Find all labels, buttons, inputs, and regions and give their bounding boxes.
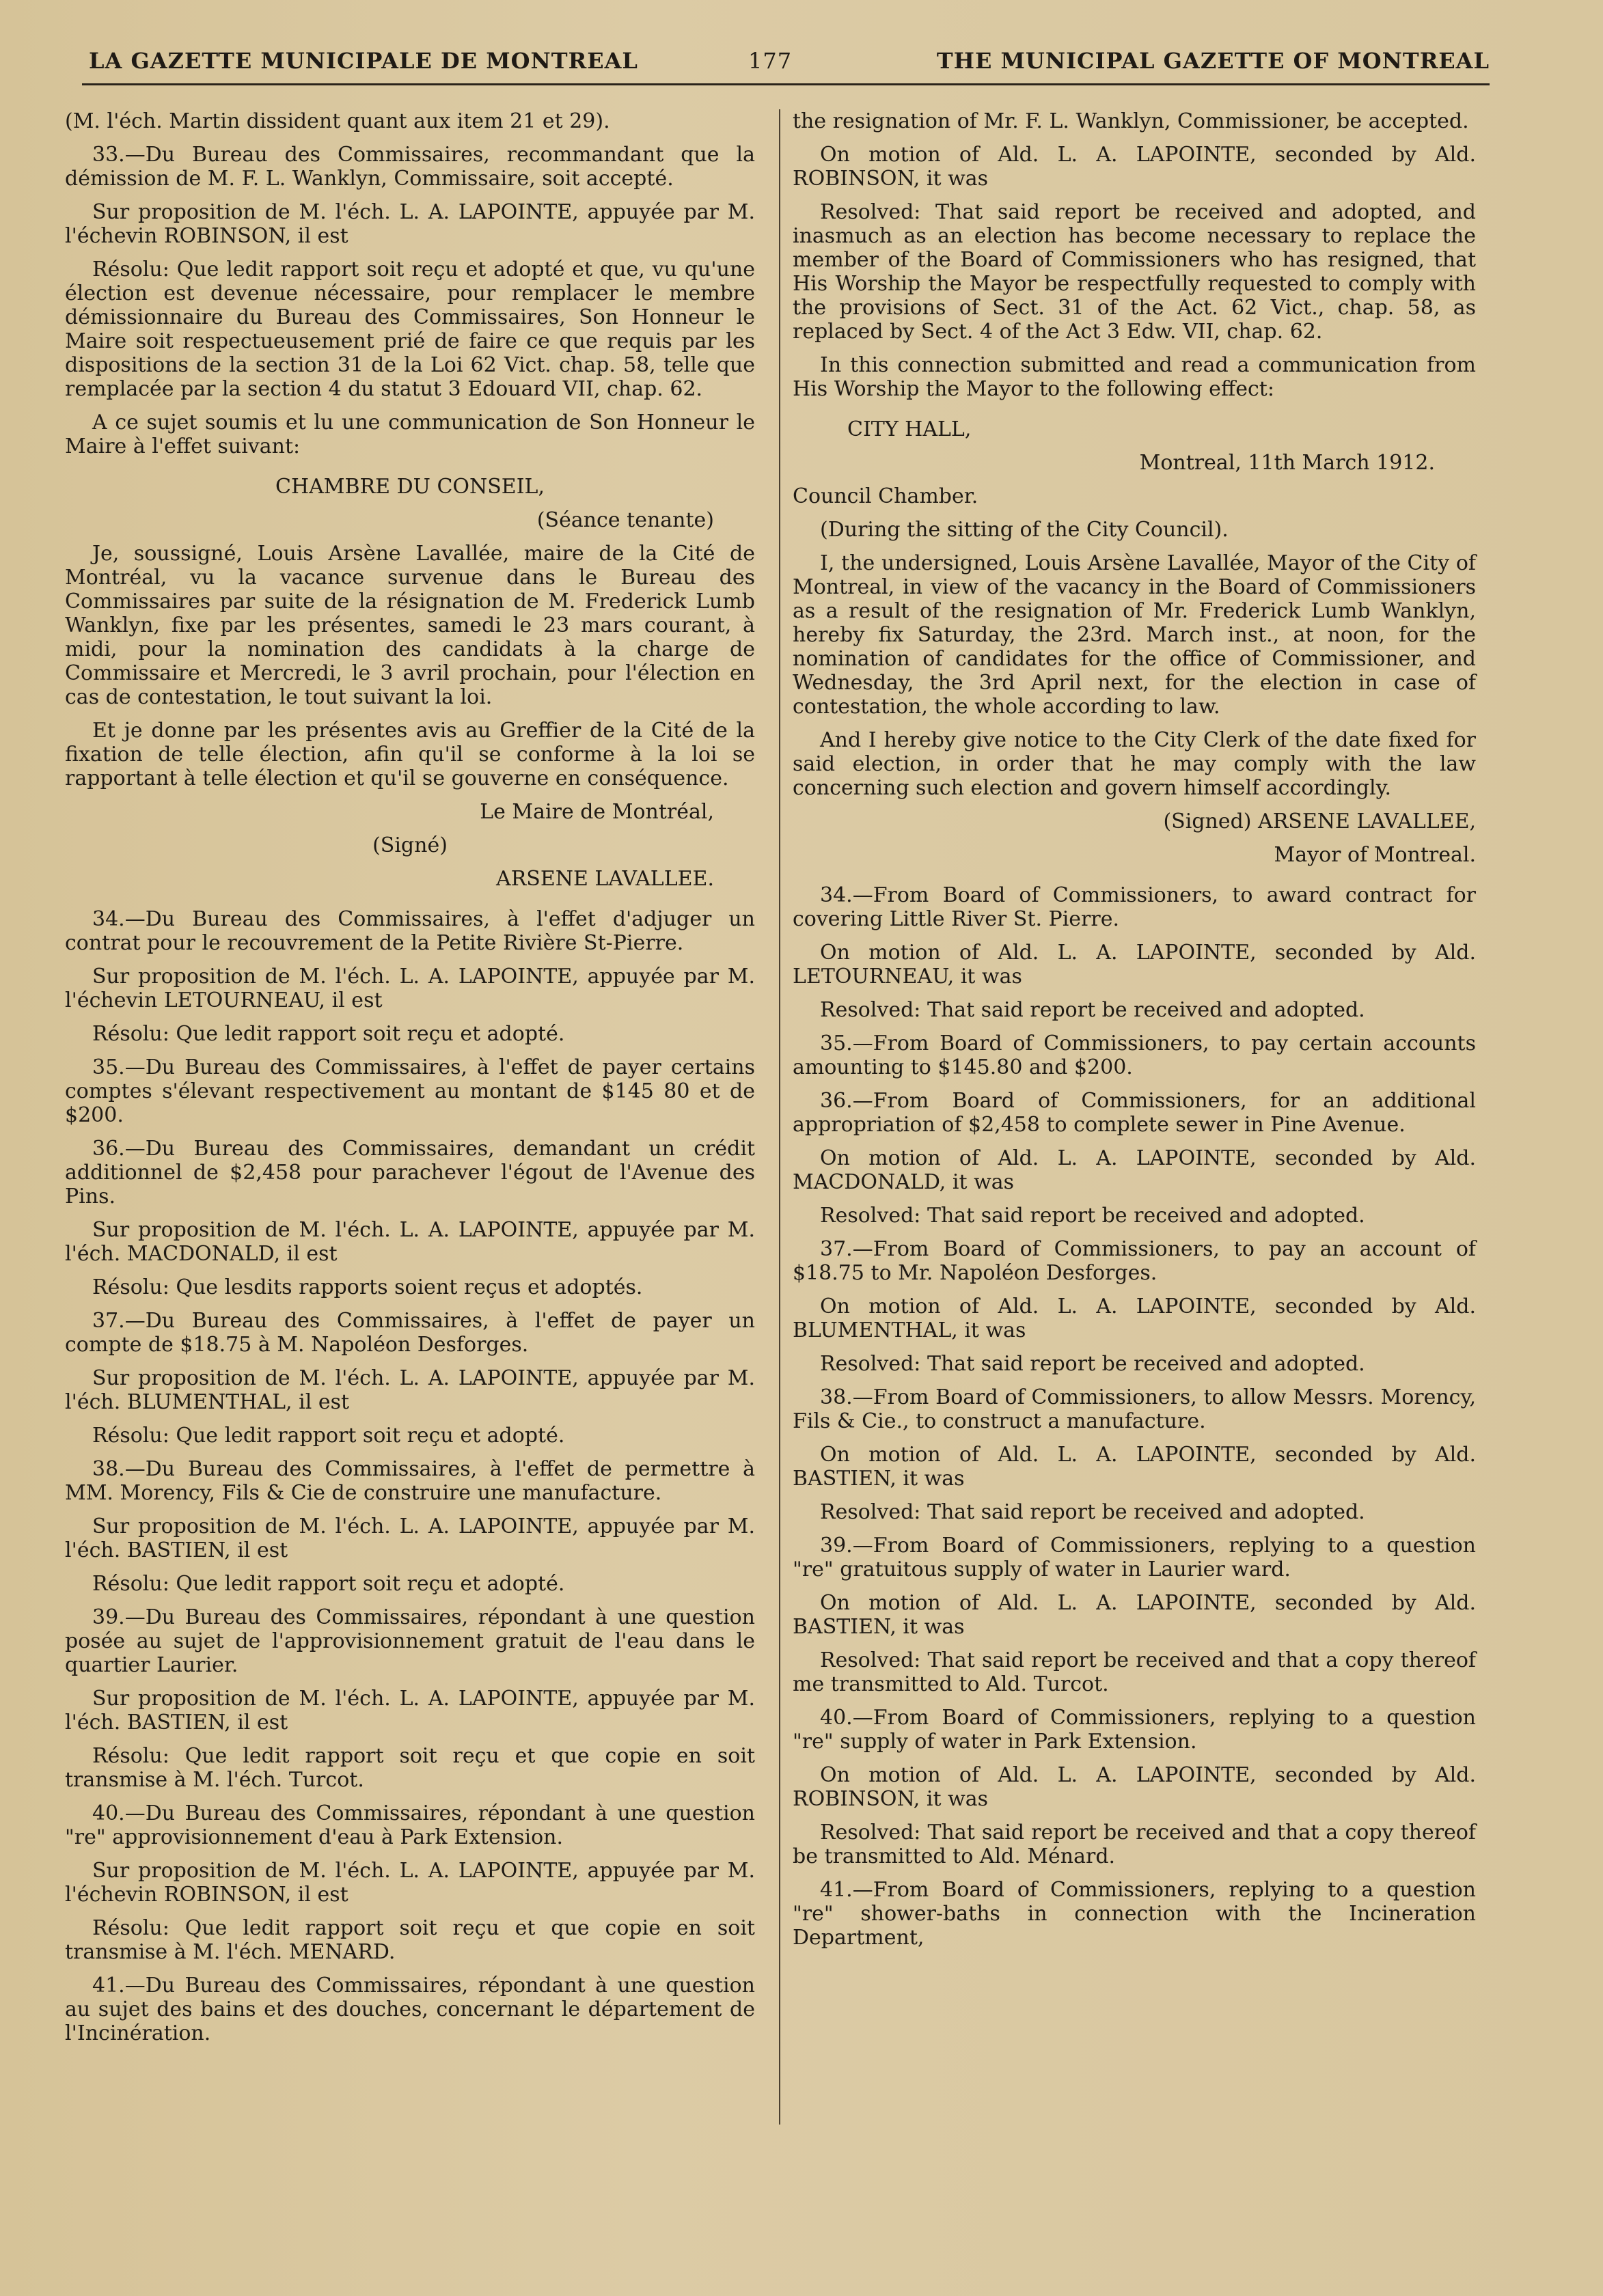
motion: Sur proposition de M. l'éch. L. A. LAPOINTE, appuyée par M. l'éch. BLUMENTHAL, il est [65,1366,755,1414]
signature-signed: (Signed) ARSENE LAVALLEE, [1163,810,1476,833]
motion: On motion of Ald. L. A. LAPOINTE, seconded by Ald. BASTIEN, it was [793,1591,1476,1639]
proclamation: And I hereby give notice to the City Clerk of the date fixed for said election, in order that he may comply with the law concerning such election and govern himself accordingly. [793,728,1476,800]
resolution: Resolved: That said report be received and adopted. [820,1500,1365,1524]
column-divider [779,109,780,2125]
resolution: Resolved: That said report be received and adopted. [820,998,1365,1022]
motion: Sur proposition de M. l'éch. L. A. LAPOINTE, appuyée par M. l'éch. MACDONALD, il est [65,1218,755,1266]
item-37-en: 37.—From Board of Commissioners, to pay an account of $18.75 to Mr. Napoléon Desforges. [793,1237,1476,1285]
motion: Sur proposition de M. l'éch. L. A. LAPOINTE, appuyée par M. l'éch. BASTIEN, il est [65,1687,755,1734]
subheading: (Séance tenante) [536,508,714,532]
signature-title: Mayor of Montreal. [1274,843,1476,867]
header-rule [82,83,1490,85]
paragraph: (M. l'éch. Martin dissident quant aux item 21 et 29). [65,109,610,133]
proclamation: Je, soussigné, Louis Arsène Lavallée, maire de la Cité de Montréal, vu la vacance survenue dans le Bureau des Commissaires par suite de la résignation de M. Frederick Lumb Wanklyn, fixe par les présentes, samedi le 23 mars courant, à midi, pour la nomination des candidats à la charge de Commissaire et Mercredi, le 3 avril prochain, pour l'élection en cas de contestation, le tout suivant la loi. [65,542,755,709]
motion: Sur proposition de M. l'éch. L. A. LAPOINTE, appuyée par M. l'éch. BASTIEN, il est [65,1514,755,1562]
resolution: Résolu: Que ledit rapport soit reçu et adopté. [92,1022,565,1046]
heading: CITY HALL, [847,417,972,441]
paragraph: the resignation of Mr. F. L. Wanklyn, Commissioner, be accepted. [793,109,1469,133]
item-38-fr: 38.—Du Bureau des Commissaires, à l'effet de permettre à MM. Morency, Fils & Cie de construire une manufacture. [65,1457,755,1505]
item-38-en: 38.—From Board of Commissioners, to allow Messrs. Morency, Fils & Cie., to construct a manufacture. [793,1385,1476,1433]
dateline: Montreal, 11th March 1912. [1139,451,1435,475]
signature-name: ARSENE LAVALLEE. [496,867,714,891]
subheading: (During the sitting of the City Council). [820,518,1229,542]
motion: On motion of Ald. L. A. LAPOINTE, seconded by Ald. ROBINSON, it was [793,143,1476,191]
subheading: Council Chamber. [793,484,978,508]
item-39-fr: 39.—Du Bureau des Commissaires, répondant à une question posée au sujet de l'approvisionnement gratuit de l'eau dans le quartier Laurier. [65,1605,755,1677]
resolution: Résolu: Que ledit rapport soit reçu et adopté et que, vu qu'une élection est devenue nécessaire, pour remplacer le membre démissionnaire du Bureau des Commissaires, Son Honneur le Maire soit respectueusement prié de faire ce que requis par les dispositions de la section 31 de la Loi 62 Vict. chap. 58, telle que remplacée par la section 4 du statut 3 Edouard VII, chap. 62. [65,258,755,401]
signature-signed: (Signé) [372,833,448,857]
motion: On motion of Ald. L. A. LAPOINTE, seconded by Ald. BASTIEN, it was [793,1443,1476,1491]
item-40-en: 40.—From Board of Commissioners, replying to a question "re" supply of water in Park Extension. [793,1706,1476,1754]
heading: CHAMBRE DU CONSEIL, [275,475,545,499]
paragraph: In this connection submitted and read a communication from His Worship the Mayor to the following effect: [793,353,1476,401]
signature-title: Le Maire de Montréal, [480,800,714,824]
header-title-fr: LA GAZETTE MUNICIPALE DE MONTREAL [89,48,638,74]
resolution: Résolu: Que ledit rapport soit reçu et adopté. [92,1424,565,1448]
english-column [793,109,1476,1959]
item-40-fr: 40.—Du Bureau des Commissaires, répondant à une question "re" approvisionnement d'eau à Park Extension. [65,1801,755,1849]
item-41-en: 41.—From Board of Commissioners, replying to a question "re" shower-baths in connection with the Incineration Department, [793,1878,1476,1950]
motion: On motion of Ald. L. A. LAPOINTE, seconded by Ald. ROBINSON, it was [793,1763,1476,1811]
resolution: Résolu: Que lesdits rapports soient reçus et adoptés. [92,1275,643,1299]
item-37-fr: 37.—Du Bureau des Commissaires, à l'effet de payer un compte de $18.75 à M. Napoléon Desforges. [65,1309,755,1357]
item-36-en: 36.—From Board of Commissioners, for an additional appropriation of $2,458 to complete sewer in Pine Avenue. [793,1089,1476,1137]
motion: On motion of Ald. L. A. LAPOINTE, seconded by Ald. BLUMENTHAL, it was [793,1295,1476,1342]
item-34-fr: 34.—Du Bureau des Commissaires, à l'effet d'adjuger un contrat pour le recouvrement de la Petite Rivière St-Pierre. [65,907,755,955]
proclamation: Et je donne par les présentes avis au Greffier de la Cité de la fixation de telle élection, afin qu'il se conforme à la loi se rapportant à telle élection et qu'il se gouverne en conséquence. [65,719,755,790]
page-header [82,41,1490,82]
item-41-fr: 41.—Du Bureau des Commissaires, répondant à une question au sujet des bains et des douches, concernant le département de l'Incinération. [65,1974,755,2045]
resolution: Resolved: That said report be received and that a copy thereof be transmitted to Ald. Ménard. [793,1821,1476,1868]
item-39-en: 39.—From Board of Commissioners, replying to a question "re" gratuitous supply of water in Laurier ward. [793,1534,1476,1581]
motion: Sur proposition de M. l'éch. L. A. LAPOINTE, appuyée par M. l'échevin ROBINSON, il est [65,200,755,248]
motion: On motion of Ald. L. A. LAPOINTE, seconded by Ald. MACDONALD, it was [793,1146,1476,1194]
resolution: Resolved: That said report be received and adopted, and inasmuch as an election has become necessary to replace the member of the Board of Commissioners who has resigned, that His Worship the Mayor be respectfully requested to comply with the provisions of Sect. 31 of the Act. 62 Vict., chap. 58, as replaced by Sect. 4 of the Act 3 Edw. VII, chap. 62. [793,200,1476,344]
resolution: Resolved: That said report be received and adopted. [820,1352,1365,1376]
resolution: Resolved: That said report be received and that a copy thereof me transmitted to Ald. Turcot. [793,1648,1476,1696]
paragraph: A ce sujet soumis et lu une communication de Son Honneur le Maire à l'effet suivant: [65,411,755,458]
item-36-fr: 36.—Du Bureau des Commissaires, demandant un crédit additionnel de $2,458 pour parachever l'égout de l'Avenue des Pins. [65,1137,755,1208]
item-33-fr: 33.—Du Bureau des Commissaires, recommandant que la démission de M. F. L. Wanklyn, Commissaire, soit accepté. [65,143,755,191]
header-title-en: THE MUNICIPAL GAZETTE OF MONTREAL [936,48,1490,74]
resolution: Résolu: Que ledit rapport soit reçu et que copie en soit transmise à M. l'éch. Turcot. [65,1744,755,1792]
item-35-en: 35.—From Board of Commissioners, to pay certain accounts amounting to $145.80 and $200. [793,1032,1476,1079]
french-column [65,109,755,2055]
motion: On motion of Ald. L. A. LAPOINTE, seconded by Ald. LETOURNEAU, it was [793,941,1476,988]
item-34-en: 34.—From Board of Commissioners, to award contract for covering Little River St. Pierre. [793,883,1476,931]
page-number: 177 [748,48,793,74]
resolution: Résolu: Que ledit rapport soit reçu et adopté. [92,1572,565,1596]
resolution: Résolu: Que ledit rapport soit reçu et que copie en soit transmise à M. l'éch. MENARD. [65,1916,755,1964]
item-35-fr: 35.—Du Bureau des Commissaires, à l'effet de payer certains comptes s'élevant respectivement au montant de $145 80 et de $200. [65,1055,755,1127]
motion: Sur proposition de M. l'éch. L. A. LAPOINTE, appuyée par M. l'échevin ROBINSON, il est [65,1859,755,1907]
motion: Sur proposition de M. l'éch. L. A. LAPOINTE, appuyée par M. l'échevin LETOURNEAU, il est [65,965,755,1012]
resolution: Resolved: That said report be received and adopted. [820,1204,1365,1228]
proclamation: I, the undersigned, Louis Arsène Lavallée, Mayor of the City of Montreal, in view of the vacancy in the Board of Commissioners as a result of the resignation of Mr. Frederick Lumb Wanklyn, hereby fix Saturday, the 23rd. March inst., at noon, for the nomination of candidates for the office of Commissioner, and Wednesday, the 3rd April next, for the election in case of contestation, the whole according to law. [793,551,1476,719]
